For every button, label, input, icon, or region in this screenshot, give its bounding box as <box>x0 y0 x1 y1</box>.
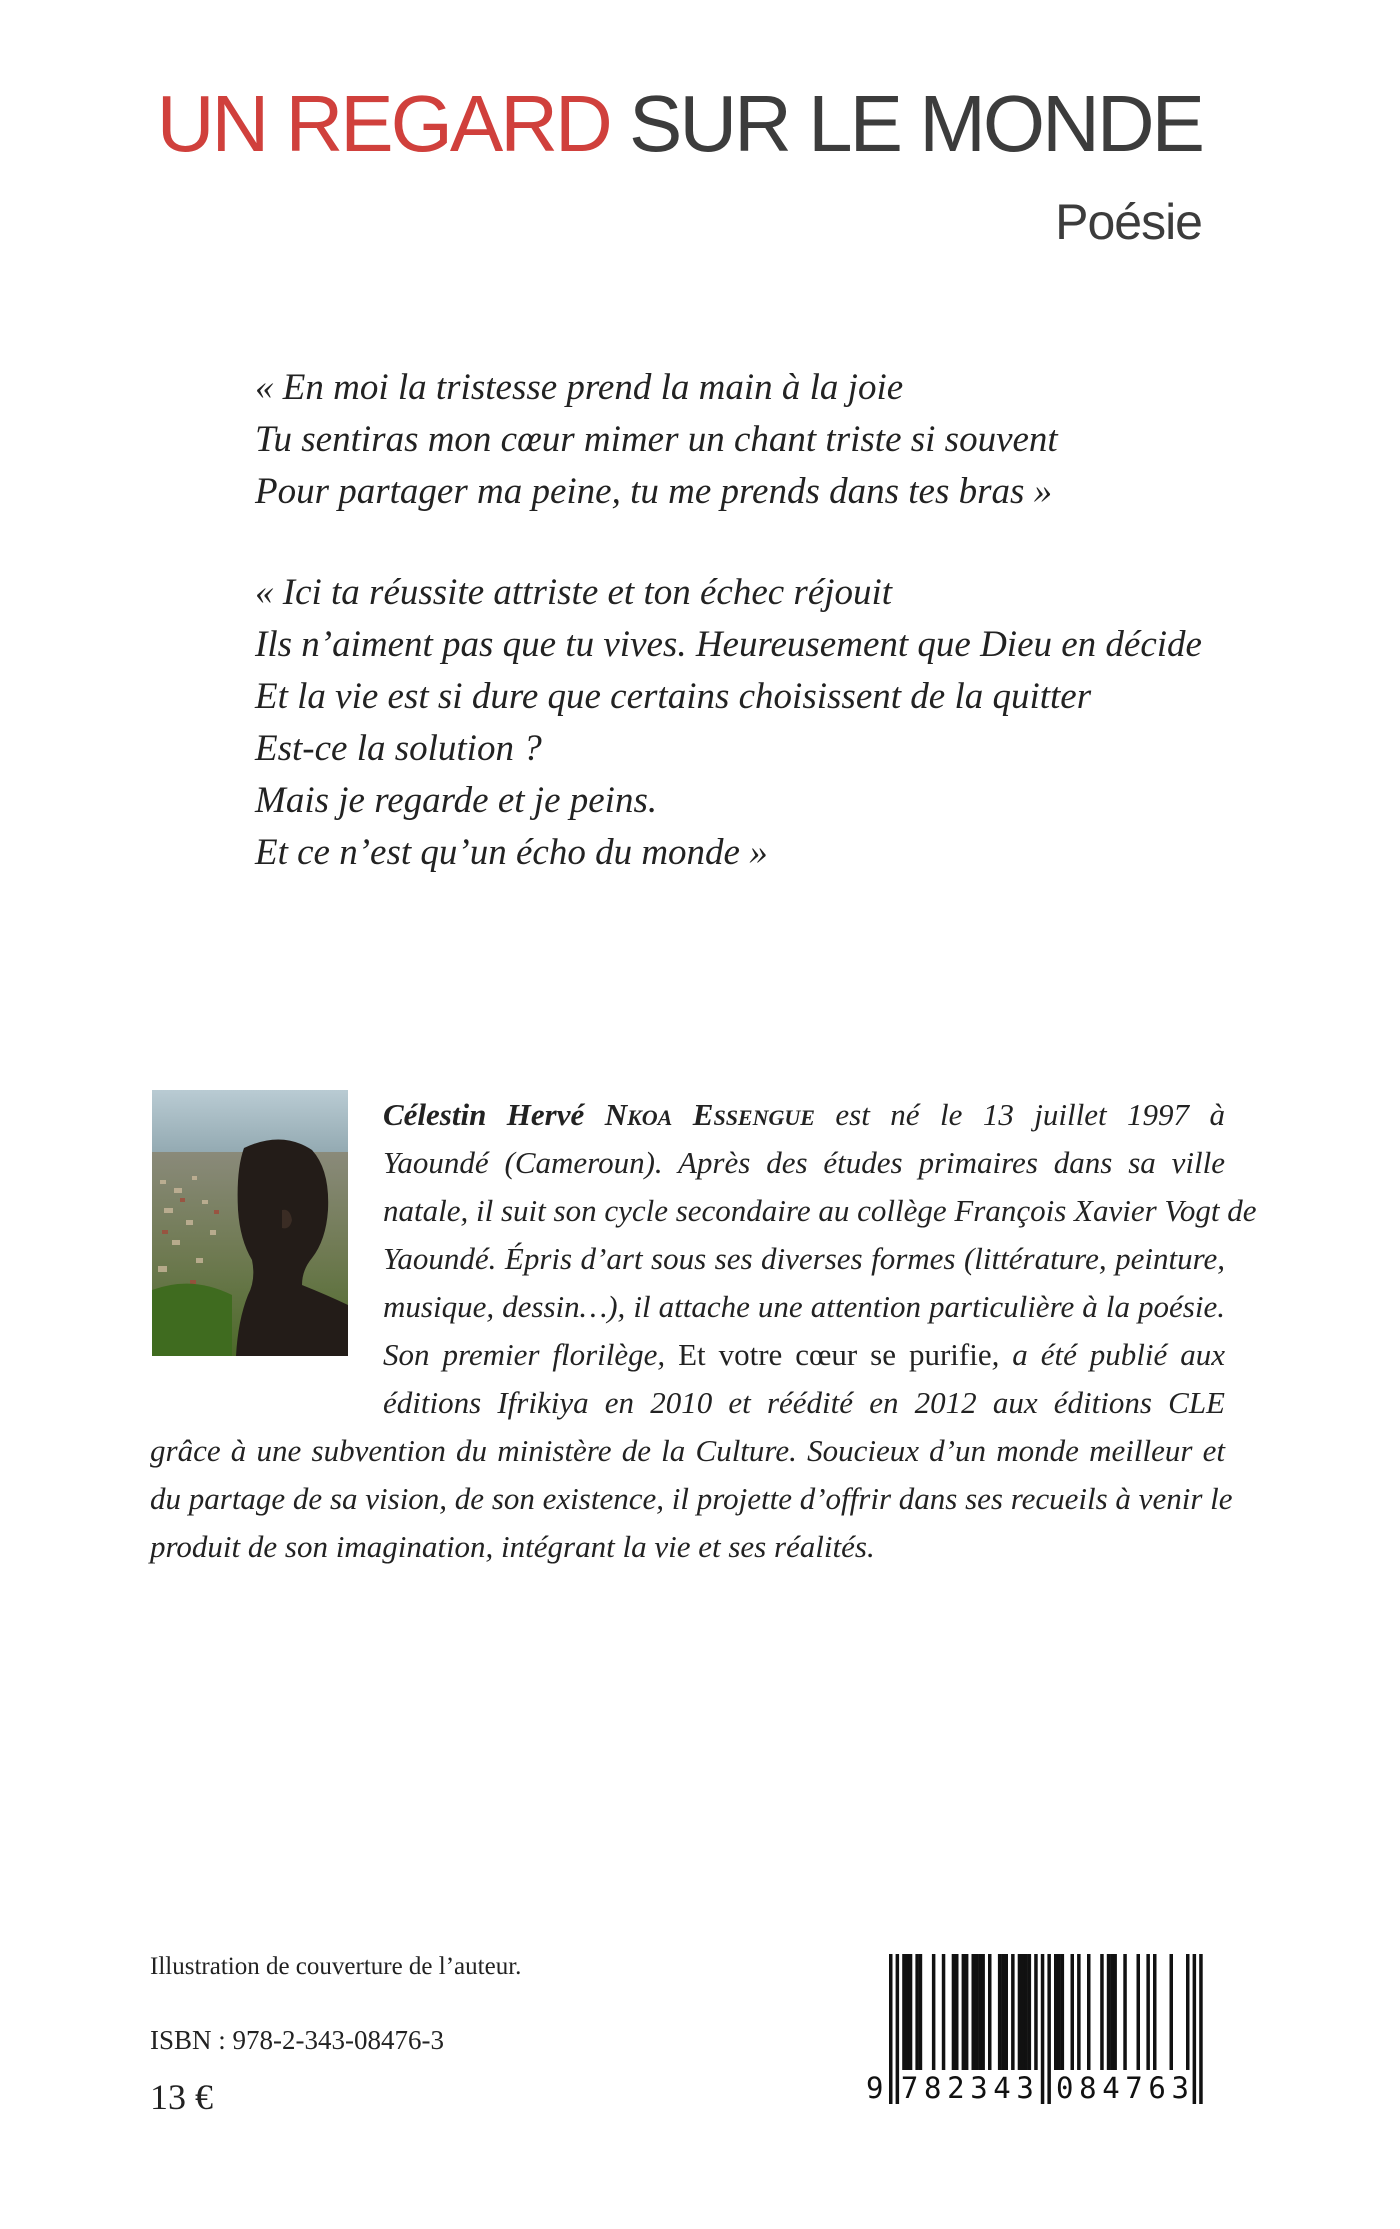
bio-line: Célestin Hervé Nkoa Essengue est né le 13 juillet 1997 à <box>383 1097 1225 1132</box>
genre-label: Poésie <box>1055 194 1202 250</box>
price: 13 € <box>150 2077 213 2117</box>
barcode-bar <box>1011 1954 1015 2070</box>
bio-line: natale, il suit son cycle secondaire au collège François Xavier Vogt de <box>383 1193 1257 1228</box>
poem-line: « En moi la tristesse prend la main à la joie <box>255 367 904 408</box>
illustration-credit: Illustration de couverture de l’auteur. <box>150 1953 522 1980</box>
book-title <box>157 78 1202 170</box>
barcode-digit: 3 <box>1171 2071 1189 2105</box>
barcode-digit: 2 <box>947 2071 965 2105</box>
poem-line: Ils n’aiment pas que tu vives. Heureusement que Dieu en décide <box>255 624 1202 665</box>
barcode-bar <box>1170 1954 1174 2070</box>
book-title-reference: Et votre cœur se purifie <box>678 1337 992 1372</box>
barcode-digit: 7 <box>1125 2071 1143 2105</box>
barcode-digit: 8 <box>924 2071 942 2105</box>
isbn: ISBN : 978-2-343-08476-3 <box>150 2025 444 2055</box>
poem-line: Est-ce la solution ? <box>255 728 542 769</box>
barcode-digit: 3 <box>1016 2071 1034 2105</box>
barcode <box>862 1950 1220 2118</box>
barcode-bar <box>1005 1954 1009 2070</box>
poem-line: Pour partager ma peine, tu me prends dans tes bras » <box>255 471 1053 512</box>
barcode-bar <box>978 1954 982 2070</box>
barcode-bar <box>1123 1954 1127 2070</box>
barcode-bar <box>952 1954 956 2070</box>
barcode-bar <box>1061 1954 1065 2070</box>
barcode-digit: 8 <box>1079 2071 1097 2105</box>
bio-line: musique, dessin…), il attache une attention particulière à la poésie. <box>383 1289 1225 1324</box>
author-photo <box>152 1090 348 1356</box>
barcode-bar <box>1077 1954 1081 2070</box>
barcode-bar <box>1001 1954 1005 2070</box>
barcode-bar <box>988 1954 992 2070</box>
barcode-bar <box>909 1954 913 2070</box>
barcode-bar <box>1107 1954 1111 2070</box>
bio-line: grâce à une subvention du ministère de la Culture. Soucieux d’un monde meilleur et <box>150 1433 1225 1468</box>
barcode-bar <box>1054 1954 1058 2070</box>
bio-line: Yaoundé (Cameroun). Après des études primaires dans sa ville <box>383 1145 1225 1180</box>
poem-line: Et la vie est si dure que certains choisissent de la quitter <box>255 676 1092 717</box>
bio-line: éditions Ifrikiya en 2010 et réédité en 2012 aux éditions CLE <box>383 1385 1225 1420</box>
barcode-digit: 7 <box>900 2071 919 2105</box>
bio-line: du partage de sa vision, de son existence, il projette d’offrir dans ses recueils à venir le <box>150 1481 1233 1516</box>
barcode-bar <box>1137 1954 1141 2070</box>
barcode-bar <box>1021 1954 1025 2070</box>
barcode-digit: 0 <box>1056 2071 1074 2105</box>
barcode-bar <box>962 1954 966 2070</box>
barcode-digits <box>862 2071 1220 2111</box>
barcode-bar <box>972 1954 976 2070</box>
poem-excerpt-2 <box>255 567 1202 879</box>
barcode-bar <box>1028 1954 1032 2070</box>
bio-line: produit de son imagination, intégrant la vie et ses réalités. <box>150 1529 875 1564</box>
barcode-digit: 4 <box>993 2071 1011 2105</box>
book-title-accent: UN REGARD <box>156 79 610 168</box>
barcode-bar <box>1153 1954 1157 2070</box>
barcode-bar <box>1057 1954 1061 2070</box>
poem-excerpt-1 <box>255 362 1058 518</box>
barcode-bar <box>1087 1954 1091 2070</box>
barcode-bar <box>915 1954 919 2070</box>
poem-line: « Ici ta réussite attriste et ton échec réjouit <box>255 572 893 613</box>
barcode-bar <box>919 1954 923 2070</box>
barcode-bar <box>1071 1954 1075 2070</box>
barcode-bar <box>1018 1954 1022 2070</box>
bio-line: Son premier florilège, Et votre cœur se purifie, a été publié aux <box>383 1337 1225 1372</box>
author-name: Célestin Hervé Nkoa Essengue <box>383 1097 815 1132</box>
barcode-bar <box>902 1954 906 2070</box>
barcode-bar <box>1186 1954 1190 2070</box>
barcode-bar <box>981 1954 985 2070</box>
barcode-digit: 6 <box>1148 2071 1166 2105</box>
barcode-bar <box>1024 1954 1028 2070</box>
barcode-bar <box>975 1954 979 2070</box>
poem-line: Et ce n’est qu’un écho du monde » <box>255 832 768 873</box>
barcode-bar <box>1113 1954 1117 2070</box>
barcode-digit: 3 <box>970 2071 988 2105</box>
barcode-bar <box>1146 1954 1150 2070</box>
barcode-bar <box>1100 1954 1104 2070</box>
book-title-rest: SUR LE MONDE <box>609 79 1202 168</box>
barcode-digit: 9 <box>866 2071 884 2105</box>
barcode-bar <box>906 1954 910 2070</box>
barcode-bar <box>1034 1954 1038 2070</box>
barcode-bar <box>1110 1954 1114 2070</box>
barcode-bar <box>965 1954 969 2070</box>
barcode-bar <box>955 1954 959 2070</box>
barcode-bar <box>932 1954 936 2070</box>
bio-line: Yaoundé. Épris d’art sous ses diverses formes (littérature, peinture, <box>383 1241 1225 1276</box>
poem-line: Mais je regarde et je peins. <box>255 780 658 821</box>
barcode-digit: 4 <box>1102 2071 1120 2105</box>
barcode-bar <box>998 1954 1002 2070</box>
poem-line: Tu sentiras mon cœur mimer un chant triste si souvent <box>255 419 1058 460</box>
barcode-bar <box>942 1954 946 2070</box>
